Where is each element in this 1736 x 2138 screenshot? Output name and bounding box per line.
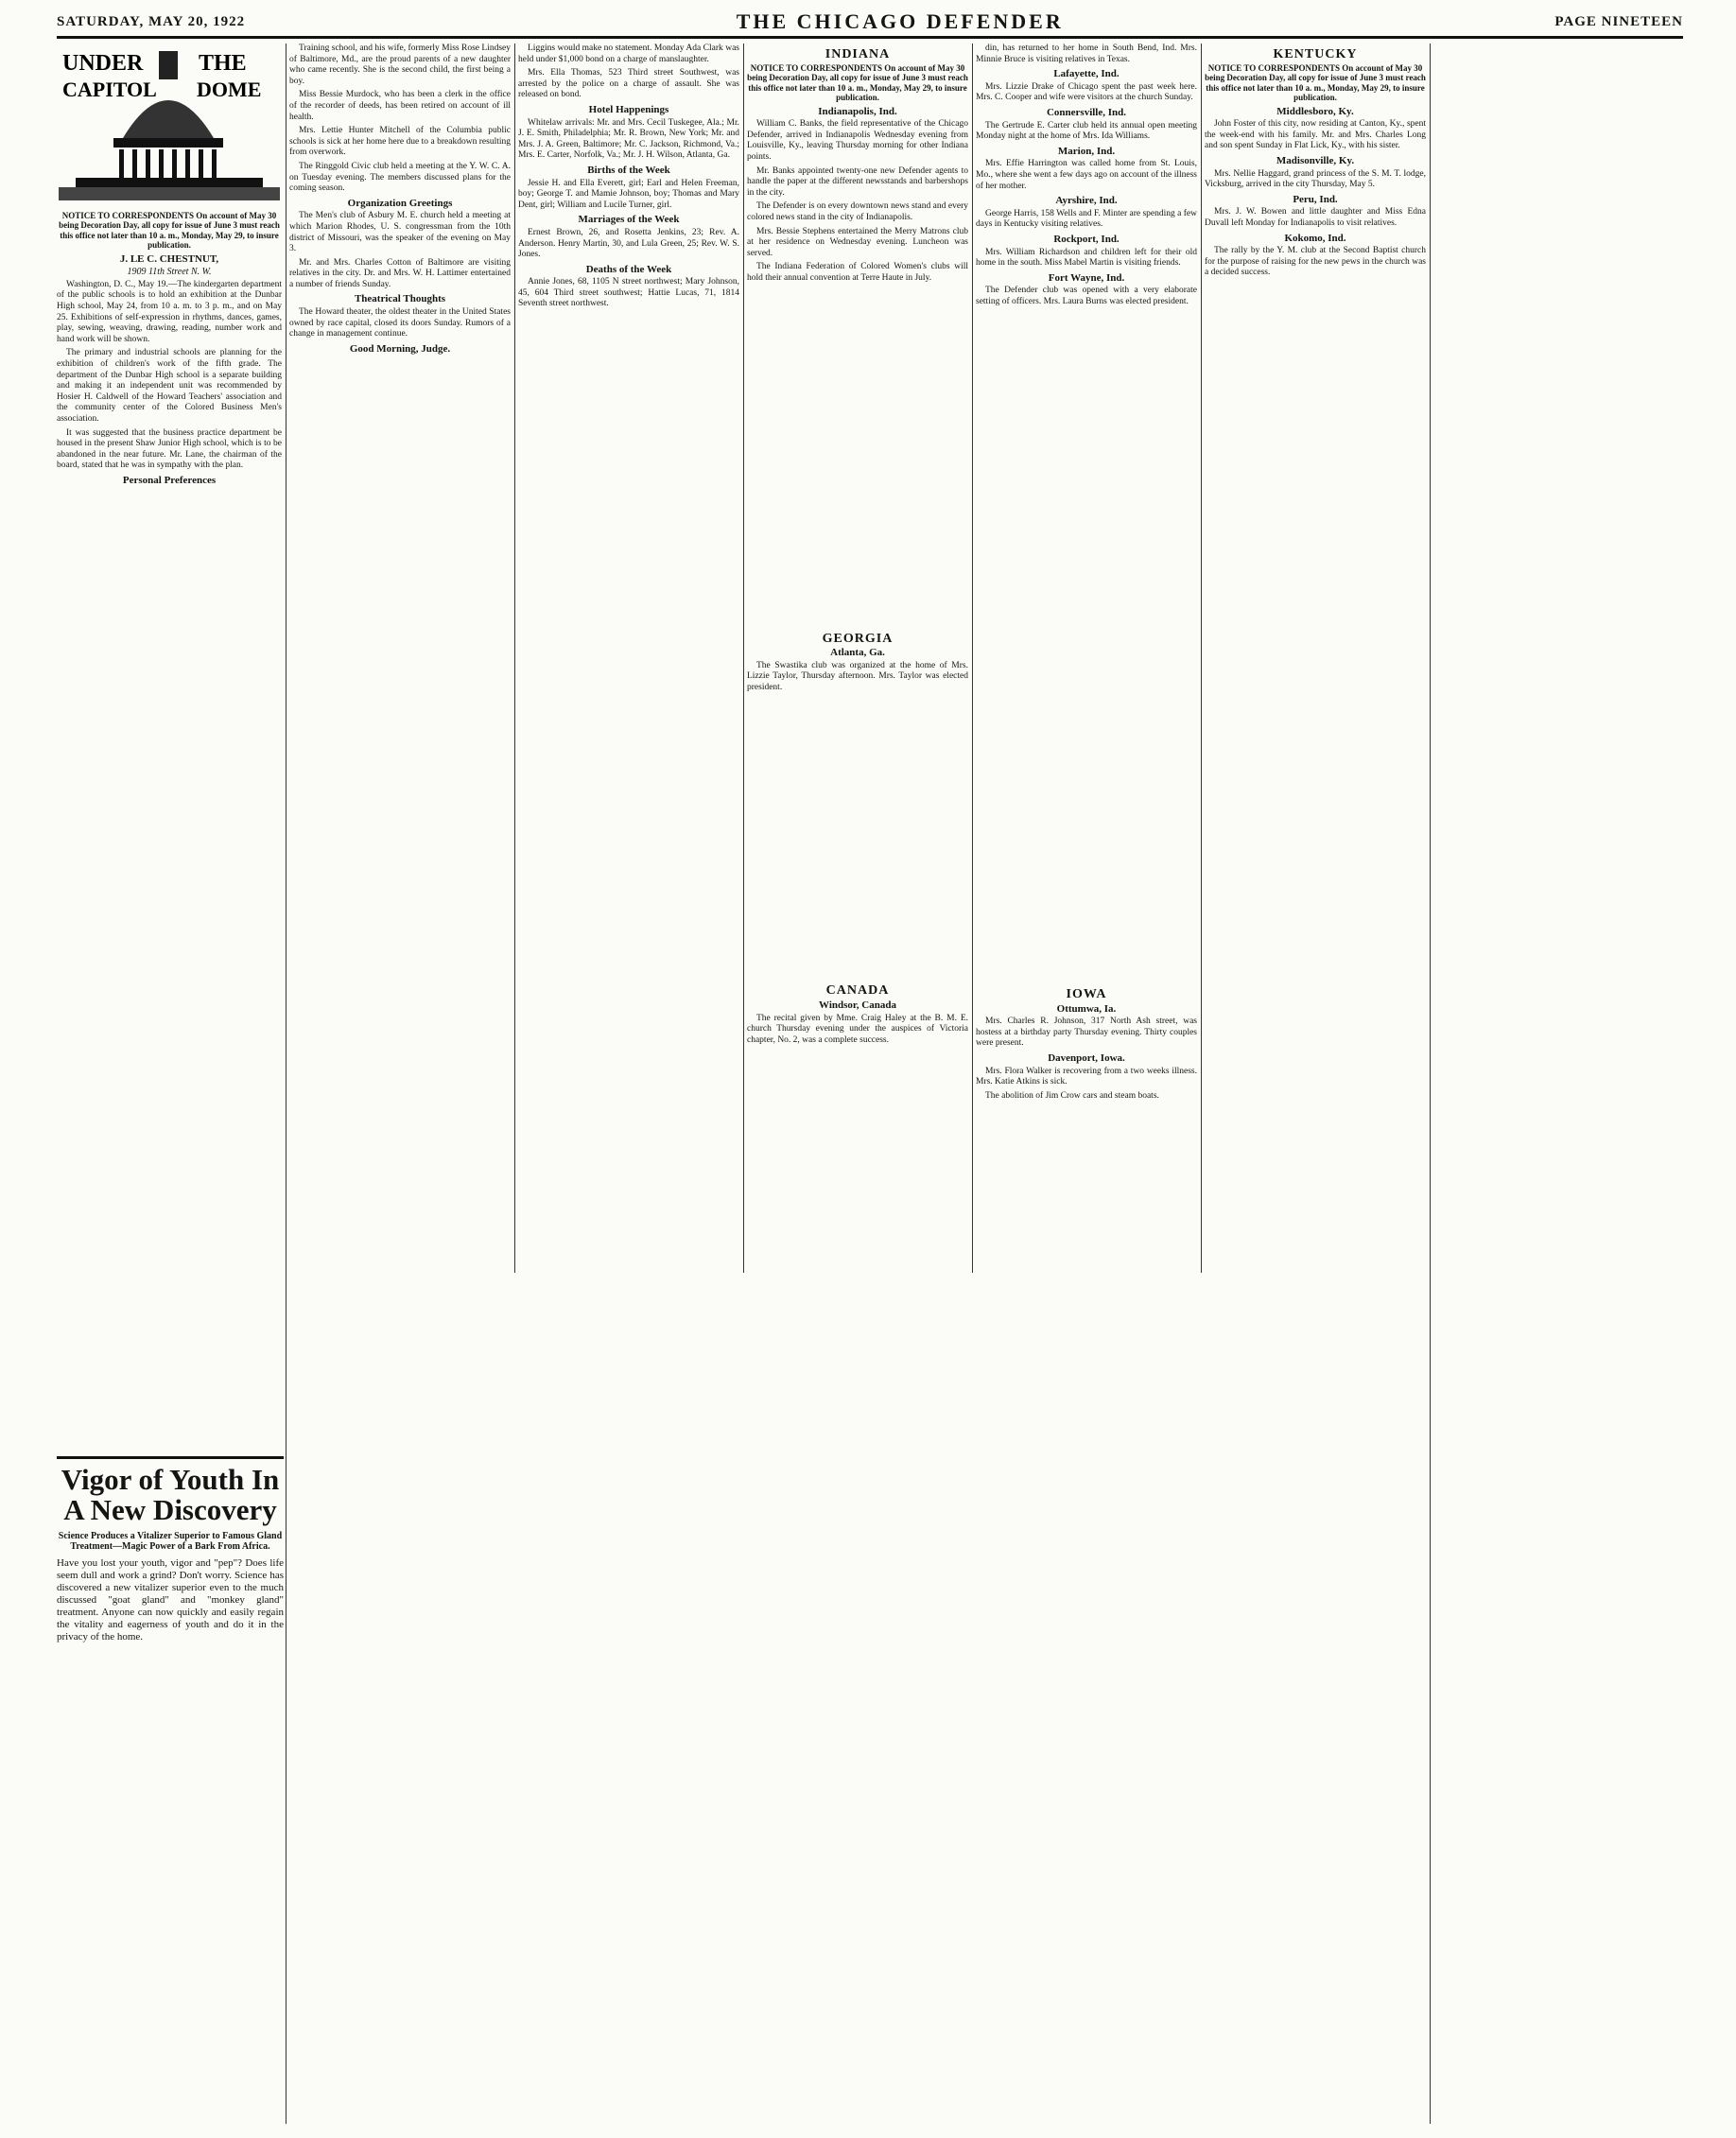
section-heading: Personal Preferences [122,474,217,486]
column-rule [743,43,744,1273]
article-paragraph: The Ringgold Civic club held a meeting at the Y. W. C. A. on Tuesday evening. The members discussed plans for the coming season. [289,161,511,194]
article-paragraph: Mr. and Mrs. Charles Cotton of Baltimore are visiting relatives in the city. Dr. and Mrs. W. H. Lattimer entertained a number of friends Sunday. [289,257,511,289]
dateline: Indianapolis, Ind. [818,105,897,117]
section-heading: Deaths of the Week [585,263,672,275]
column-society [289,43,511,1273]
column-iowa [976,983,1197,1229]
section-heading: Organization Greetings [347,197,453,209]
article-paragraph: The recital given by Mme. Craig Haley at the B. M. E. church Thursday evening under the auspices of Victoria chapter, No. 2, was a complete success. [747,1013,968,1045]
article-paragraph: The Men's club of Asbury M. E. church held a meeting at which Marion Rhodes, U. S. congressman from the 10th district of Missouri, was the speaker of the evening on May 3. [289,211,511,254]
dateline: Connersville, Ind. [1046,106,1127,118]
article-paragraph: Annie Jones, 68, 1105 N street northwest; Mary Johnson, 45, 604 Third street southwest; Hattie Lucas, 71, 1814 Seventh street northwest. [518,277,739,309]
correspondents-notice: NOTICE TO CORRESPONDENTS On account of May 30 being Decoration Day, all copy for issue of June 3 must reach this office not later than 10 a. m., Monday, May 29, to insure publication. [59,210,280,251]
logo-word-capitol: CAPITOL [62,78,157,101]
logo-word-under: UNDER [62,51,144,76]
section-header-indiana: INDIANA [825,47,891,61]
article-paragraph: Mrs. William Richardson and children left for their old home in the south. Miss Mabel Martin is visiting friends. [976,247,1197,269]
dateline: Fort Wayne, Ind. [1048,271,1125,284]
dateline: Davenport, Iowa. [1048,1052,1125,1064]
article-paragraph: Ernest Brown, 26, and Rosetta Jenkins, 23; Rev. A. Anderson. Henry Martin, 30, and Lula Green, 25; Rev. W. S. Jones. [518,227,739,260]
dateline: Marion, Ind. [1057,145,1116,157]
dateline: Rockport, Ind. [1053,233,1120,245]
section-header-kentucky: KENTUCKY [1273,47,1358,61]
column-capitol-dome [57,43,282,1452]
article-paragraph: Mrs. J. W. Bowen and little daughter and Miss Edna Duvall left Monday for Indianapolis to visit relatives. [1205,207,1426,228]
article-paragraph: The Indiana Federation of Colored Women's clubs will hold their annual convention at Terre Haute in July. [747,262,968,283]
dateline: Lafayette, Ind. [1053,68,1120,80]
vigor-subhead: Science Produces a Vitalizer Superior to Famous Gland Treatment—Magic Power of a Bark From Africa. [58,1531,283,1552]
article-paragraph: John Foster of this city, now residing at Canton, Ky., spent the week-end with his family. Mr. and Mrs. Charles Long and son spent Sunday in Flat Lick, Ky., with his sister. [1205,119,1426,151]
article-paragraph: Mrs. Effie Harrington was called home from St. Louis, Mo., where she went a few days ago on account of the illness of her mother. [976,159,1197,191]
capitol-dome-logo [57,43,282,204]
article-paragraph: The rally by the Y. M. club at the Second Baptist church for the purpose of raising for the new pews in the church was a decided success. [1205,246,1426,278]
article-paragraph: Liggins would make no statement. Monday Ada Clark was held under $1,000 bond on a charge of manslaughter. [518,43,739,64]
article-paragraph: It was suggested that the business practice department be housed in the present Shaw Junior High school, which is to be abandoned in the near future. Mr. Lane, the chairman of the board, stated that he was in sympathy with the plan. [57,427,282,471]
article-paragraph: Mrs. Flora Walker is recovering from a two weeks illness. Mrs. Katie Atkins is sick. [976,1066,1197,1087]
section-heading: Theatrical Thoughts [354,293,446,305]
article-paragraph: din, has returned to her home in South Bend, Ind. Mrs. Minnie Bruce is visiting relatives in Texas. [976,43,1197,64]
column-hotels-births [518,43,739,1273]
column-rule [514,43,515,1273]
byline-address: 1909 11th Street N. W. [127,267,212,278]
section-header-iowa: IOWA [1066,987,1107,1001]
section-heading: Hotel Happenings [588,103,669,115]
correspondents-notice: NOTICE TO CORRESPONDENTS On account of May 30 being Decoration Day, all copy for issue of June 3 must reach this office not later than 10 a. m., Monday, May 29, to insure publication. [1205,62,1426,103]
article-paragraph: The Defender club was opened with a very elaborate setting of officers. Mrs. Laura Burns was elected president. [976,286,1197,306]
article-paragraph: Mrs. Ella Thomas, 523 Third street Southwest, was arrested by the police on a charge of assault. She was released on bond. [518,68,739,100]
section-header-georgia: GEORGIA [822,631,894,646]
correspondents-notice: NOTICE TO CORRESPONDENTS On account of May 30 being Decoration Day, all copy for issue of June 3 must reach this office not later than 10 a. m., Monday, May 29, to insure publication. [747,62,968,103]
vigor-body: Have you lost your youth, vigor and "pep"? Does life seem dull and work a grind? Don't worry. Science has discovered a new vitalizer superior even to the much discussed "goat gland" and "monkey gland" treatment. Anyone can now quickly and easily regain the vitality and eagerness of youth and do it in the privacy of the home. [57,1557,284,1643]
article-paragraph: The Gertrude E. Carter club held its annual open meeting Monday night at the home of Mrs. Ida Williams. [976,120,1197,142]
issue-date: SATURDAY, MAY 20, 1922 [57,13,246,29]
article-paragraph: Mrs. Lizzie Drake of Chicago spent the past week here. Mrs. C. Cooper and wife were visitors at the church Sunday. [976,81,1197,103]
logo-word-dome: DOME [197,78,262,101]
article-paragraph: The primary and industrial schools are planning for the exhibition of children's work of the fifth grade. The department of the Dunbar High school is a separate building and making it an independent unit was recommended by Hosier H. Caldwell of the Howard Teachers' association and the community center of the Colored Business Men's association. [57,348,282,424]
article-paragraph: Mrs. Lettie Hunter Mitchell of the Columbia public schools is sick at her home here due to a breakdown resulting from overwork. [289,126,511,158]
logo-word-the: THE [199,51,247,76]
column-kentucky [1205,43,1426,857]
vigor-headline: Vigor of Youth In A New Discovery [61,1463,280,1526]
dateline: Madisonville, Ky. [1276,154,1355,166]
article-paragraph: Jessie H. and Ella Everett, girl; Earl and Helen Freeman, boy; George T. and Mamie Johnson, boy; Thomas and Mary Dent, girl; William and Lucile Turner, girl. [518,178,739,210]
section-heading: Marriages of the Week [578,214,680,226]
article-paragraph: Mrs. Bessie Stephens entertained the Merry Matrons club at her residence on Wednesday evening. Luncheon was served. [747,226,968,258]
dateline: Ayrshire, Ind. [1055,195,1118,207]
dateline: Peru, Ind. [1293,193,1338,205]
article-paragraph: Mrs. Nellie Haggard, grand princess of the S. M. T. lodge, Vicksburg, arrived in the city Thursday, May 5. [1205,168,1426,190]
article-paragraph: Miss Bessie Murdock, who has been a clerk in the office of the recorder of deeds, has been retired on account of ill health. [289,90,511,122]
dateline: Ottumwa, Ia. [1056,1002,1117,1015]
column-rule [972,43,973,1273]
article-paragraph: Mrs. Charles R. Johnson, 317 North Ash street, was hostess at a birthday party Thursday evening. Thirty couples were present. [976,1017,1197,1049]
section-heading: Births of the Week [587,164,670,176]
article-paragraph: Washington, D. C., May 19.—The kindergarten department of the public schools is to hold an exhibition at the Dunbar High school, May 24, from 10 a. m. to 3 p. m., and on May 25. Exhibitions of self-expression in rhythms, dances, games, play, sewing, weaving, drawing, reading, number work and hand work will be shown. [57,279,282,344]
column-rule [1201,43,1202,1273]
article-paragraph: William C. Banks, the field representative of the Chicago Defender, arrived in Indianapolis Wednesday evening from Louisville, Ky., leaving Thursday morning for other Indiana points. [747,119,968,162]
newspaper-name: THE CHICAGO DEFENDER [736,9,1064,33]
section-header-canada: CANADA [825,983,890,999]
article-paragraph: The Defender is on every downtown news stand and every colored news stand in the city of Indianapolis. [747,201,968,222]
dateline: Kokomo, Ind. [1284,232,1346,244]
dateline: Windsor, Canada [819,999,896,1012]
article-paragraph: George Harris, 158 Wells and F. Minter are spending a few days in Kentucky visiting relatives. [976,208,1197,230]
dateline: Atlanta, Ga. [830,647,885,659]
section-heading: Good Morning, Judge. [349,342,451,355]
column-indiana [747,43,968,1273]
article-paragraph: The Howard theater, the oldest theater in the United States owned by race capital, closed its doors Sunday. Rumors of a change in management continue. [289,307,511,339]
article-paragraph: The Swastika club was organized at the home of Mrs. Lizzie Taylor, Thursday afternoon. Mrs. Taylor was elected president. [747,660,968,692]
vigor-of-youth-ad [57,1456,284,1643]
article-paragraph: Mr. Banks appointed twenty-one new Defender agents to handle the paper at the different newsstands and barbershops in the city. [747,165,968,198]
article-paragraph: Whitelaw arrivals: Mr. and Mrs. Cecil Tuskegee, Ala.; Mr. J. E. Smith, Philadelphia; Mr. R. Brown, New York; Mr. and Mrs. J. A. Green, Baltimore; Mr. C. Jackson, Richmond, Va.; Mrs. E. Carter, Norfolk, Va.; Mr. J. H. Wilson, Atlanta, Ga. [518,117,739,161]
byline: J. LE C. CHESTNUT, [119,252,219,265]
dateline: Middlesboro, Ky. [1276,105,1354,117]
article-paragraph: Training school, and his wife, formerly Miss Rose Lindsey of Baltimore, Md., are the proud parents of a new daughter who came recently. She is the second child, the first being a boy. [289,43,511,86]
masthead [57,8,1683,39]
column-rule [1430,43,1431,2124]
page-number: PAGE NINETEEN [1554,13,1683,29]
article-paragraph: The abolition of Jim Crow cars and steam boats. [985,1090,1159,1101]
